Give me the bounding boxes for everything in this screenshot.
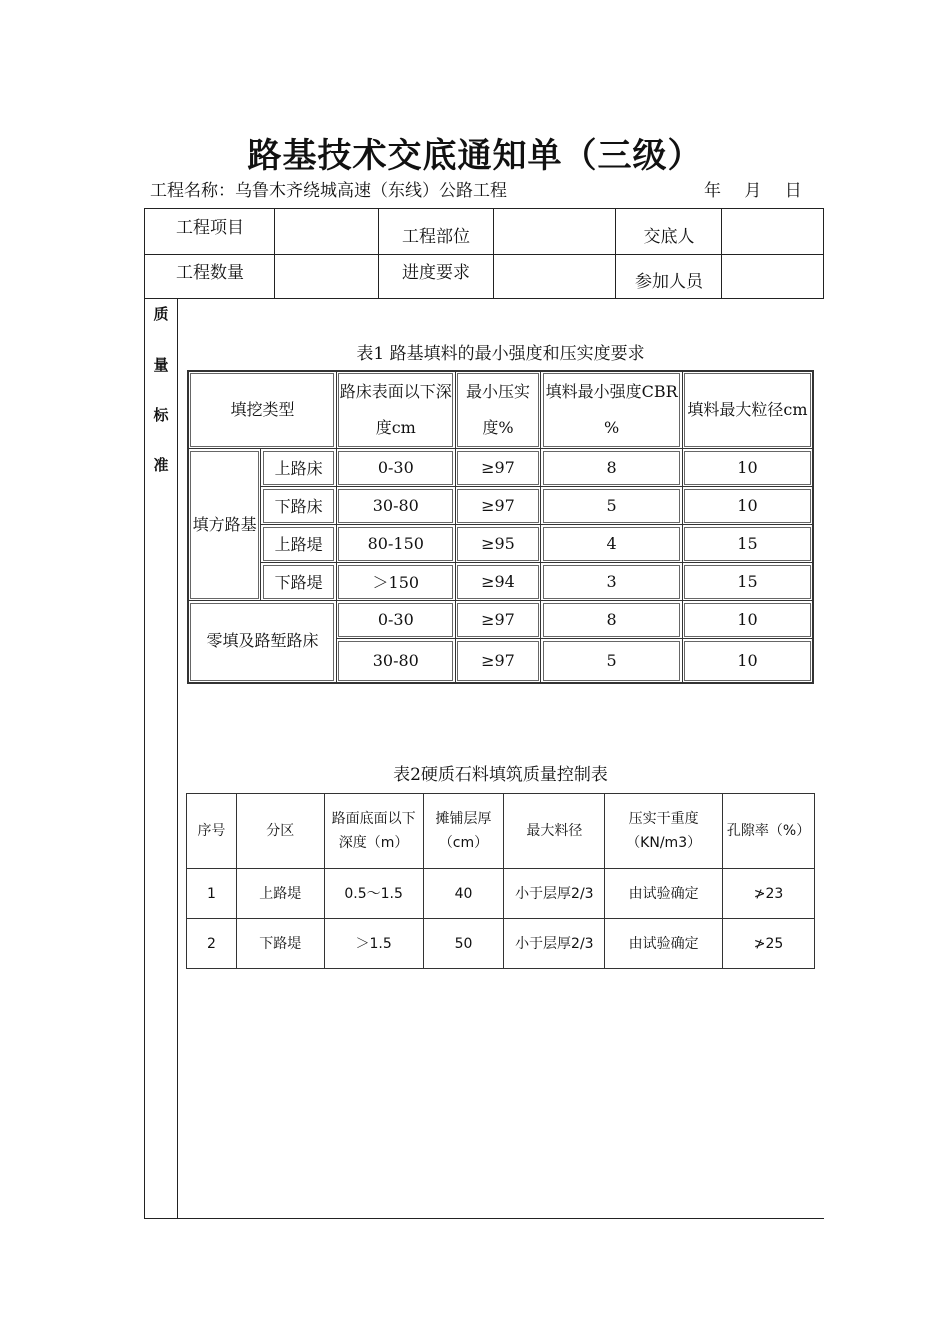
table1-cell: ≥97 xyxy=(455,487,541,525)
table1-cell: 8 xyxy=(541,449,683,487)
table2-header: 摊铺层厚（cm） xyxy=(423,794,504,869)
table1-cell: 80-150 xyxy=(336,525,455,563)
table2-cell: 50 xyxy=(423,919,504,969)
table-row xyxy=(188,525,813,563)
table1-cell: 4 xyxy=(541,525,683,563)
table-row xyxy=(188,563,813,601)
table1-cell: 5 xyxy=(541,639,683,683)
table2-caption: 表2硬质石料填筑质量控制表 xyxy=(393,765,608,785)
table1-header-row xyxy=(188,371,813,449)
table1-cell: ≥95 xyxy=(455,525,541,563)
table1-cell: ≥97 xyxy=(455,601,541,639)
table2-cell: 2 xyxy=(187,919,237,969)
table1-header: 填挖类型 xyxy=(188,371,336,449)
table1-cell: 5 xyxy=(541,487,683,525)
table2-cell: 下路堤 xyxy=(236,919,324,969)
table2-header: 路面底面以下深度（m） xyxy=(324,794,423,869)
table2-cell: 由试验确定 xyxy=(605,869,723,919)
table-row xyxy=(188,601,813,639)
table1-cell: ≥94 xyxy=(455,563,541,601)
table2-header-row xyxy=(187,794,815,869)
date-line: 年 月 日 xyxy=(704,181,802,201)
table2 xyxy=(186,793,815,969)
table2-cell: 上路堤 xyxy=(236,869,324,919)
table1-cell: 上路堤 xyxy=(261,525,337,563)
table1-cell: 15 xyxy=(682,563,813,601)
table2-cell: 40 xyxy=(423,869,504,919)
table1-header: 最小压实度% xyxy=(455,371,541,449)
table2-header: 最大料径 xyxy=(504,794,605,869)
table1-header: 填料最小强度CBR % xyxy=(541,371,683,449)
table1-cell: ＞150 xyxy=(336,563,455,601)
table2-header: 压实干重度（KN/m3） xyxy=(605,794,723,869)
table2-header: 分区 xyxy=(236,794,324,869)
table1-header: 填料最大粒径cm xyxy=(682,371,813,449)
side-label-char: 标 xyxy=(153,406,169,424)
side-label-char: 准 xyxy=(153,456,169,474)
progress-label: 进度要求 xyxy=(402,263,470,283)
presenter-label: 交底人 xyxy=(643,227,695,247)
table2-header: 孔隙率（%） xyxy=(723,794,815,869)
table2-cell: 1 xyxy=(187,869,237,919)
table2-cell: 0.5～1.5 xyxy=(324,869,423,919)
table1-group-label: 填方路基 xyxy=(188,449,261,601)
table-row xyxy=(187,869,815,919)
table1-cell: ≥97 xyxy=(455,449,541,487)
part-label: 工程部位 xyxy=(402,227,470,247)
participants-label: 参加人员 xyxy=(635,272,703,292)
table1-cell: 上路床 xyxy=(261,449,337,487)
table1-cell: 0-30 xyxy=(336,601,455,639)
table1-cell: 3 xyxy=(541,563,683,601)
table2-cell: 小于层厚2/3 xyxy=(504,919,605,969)
item-label: 工程项目 xyxy=(176,218,244,238)
table1-cell: 10 xyxy=(682,639,813,683)
table2-cell: ≯25 xyxy=(723,919,815,969)
table2-cell: ＞1.5 xyxy=(324,919,423,969)
table1-cell: 10 xyxy=(682,487,813,525)
table1-cell: 30-80 xyxy=(336,487,455,525)
table1-header: 路床表面以下深度cm xyxy=(336,371,455,449)
table1-cell: 15 xyxy=(682,525,813,563)
table1-cell: 30-80 xyxy=(336,639,455,683)
table1-cell: 0-30 xyxy=(336,449,455,487)
table2-cell: 小于层厚2/3 xyxy=(504,869,605,919)
qty-label: 工程数量 xyxy=(176,263,244,283)
table1-caption: 表1 路基填料的最小强度和压实度要求 xyxy=(356,344,645,364)
table1-group-label: 零填及路堑路床 xyxy=(188,601,336,683)
table2-header: 序号 xyxy=(187,794,237,869)
table1-cell: ≥97 xyxy=(455,639,541,683)
page-title: 路基技术交底通知单（三级） xyxy=(247,136,703,176)
table2-cell: 由试验确定 xyxy=(605,919,723,969)
side-label-char: 质 xyxy=(153,305,169,323)
table1-cell: 下路堤 xyxy=(261,563,337,601)
table-row xyxy=(187,919,815,969)
table-row xyxy=(188,487,813,525)
table1-cell: 10 xyxy=(682,601,813,639)
side-label-char: 量 xyxy=(153,356,169,374)
project-name: 工程名称：乌鲁木齐绕城高速（东线）公路工程 xyxy=(150,181,507,201)
table1-cell: 10 xyxy=(682,449,813,487)
table-row xyxy=(188,449,813,487)
table1 xyxy=(187,370,814,684)
table1-cell: 8 xyxy=(541,601,683,639)
table2-cell: ≯23 xyxy=(723,869,815,919)
table1-cell: 下路床 xyxy=(261,487,337,525)
